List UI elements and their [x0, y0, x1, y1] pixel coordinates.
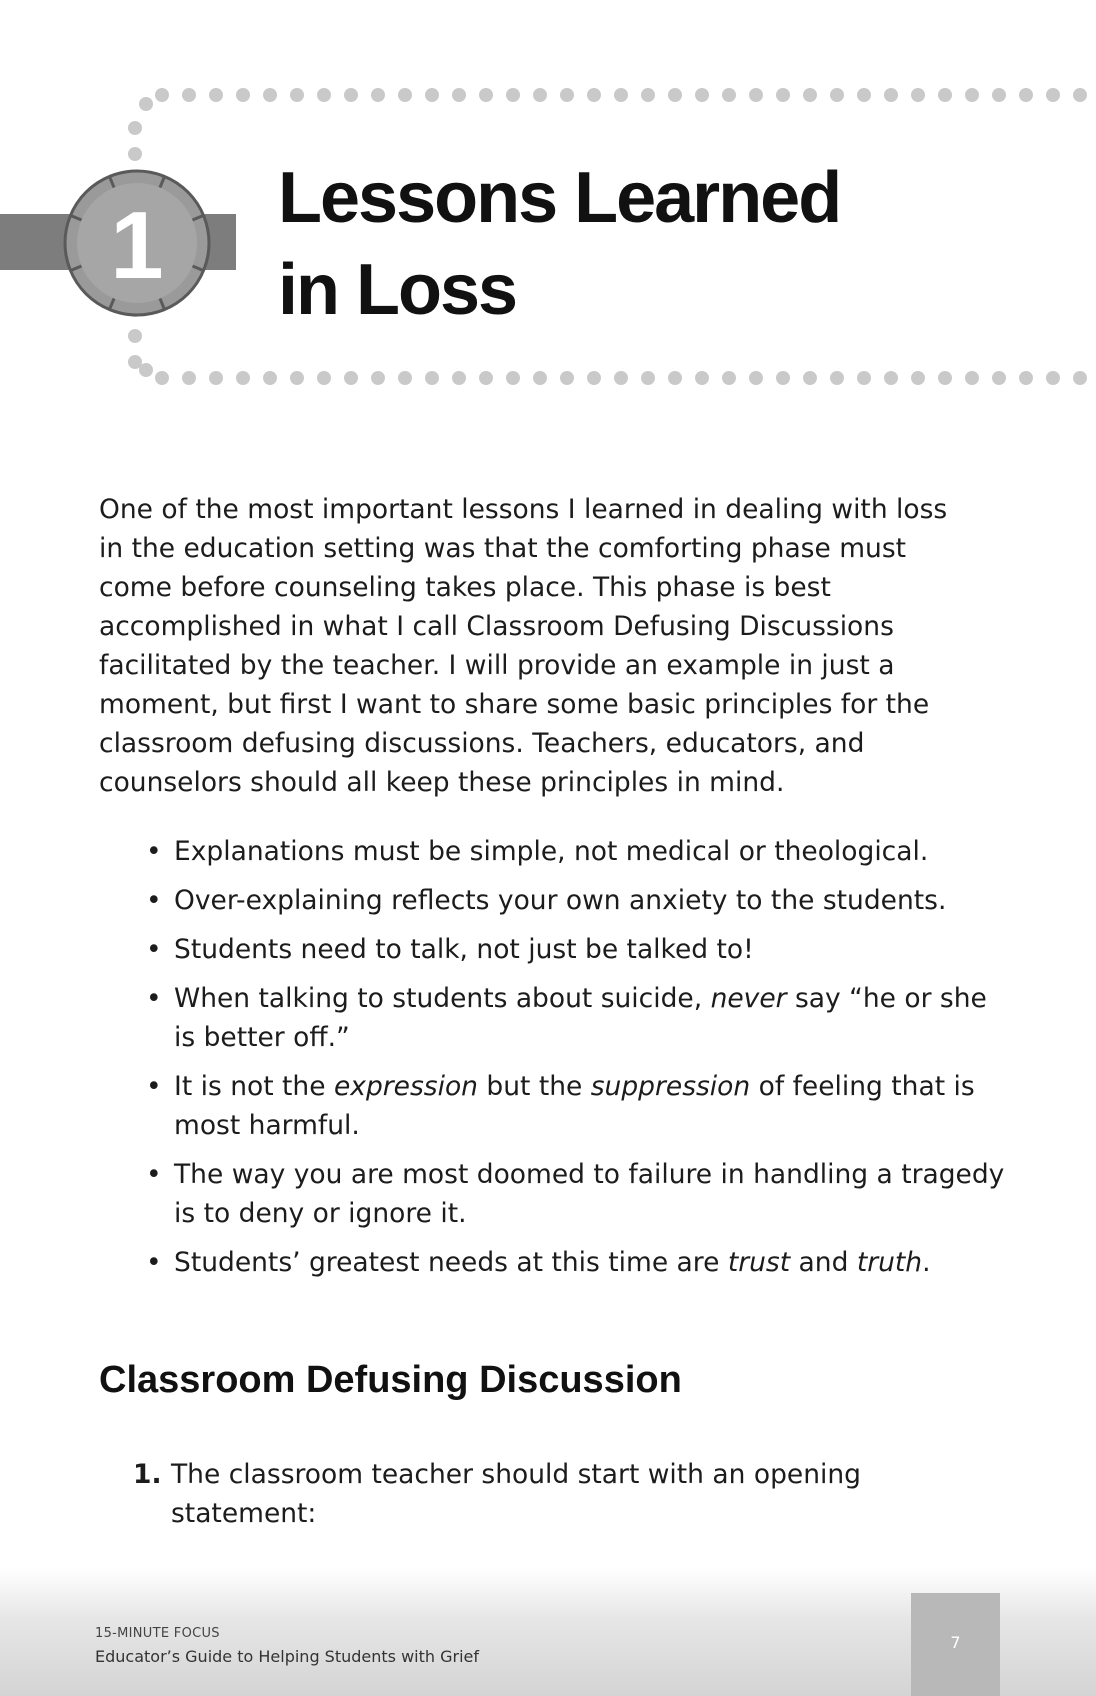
list-item-text: It is not the expression but the suppression of feeling that is most harmful.: [174, 1071, 975, 1141]
list-item-text: Students need to talk, not just be talked to!: [174, 934, 754, 965]
list-item-text: Explanations must be simple, not medical or theological.: [174, 836, 929, 867]
list-item-text: The way you are most doomed to failure in handling a tragedy is to deny or ignore it.: [174, 1159, 1005, 1229]
step-number: 1.: [133, 1459, 162, 1490]
bullet-marker: •: [146, 1247, 162, 1278]
bullet-marker: •: [146, 983, 162, 1014]
list-item: [146, 1155, 1016, 1233]
emphasis: truth: [856, 1247, 923, 1278]
list-item: [146, 1067, 1016, 1145]
intro-paragraph: One of the most important lessons I learned in dealing with loss in the education setting was that the comforting phase must come before counseling takes place. This phase is best accomplished in what I call Classroom Defusing Discussions facilitated by the teacher. I will provide an example in just a moment, but first I want to share some basic principles for the classroom defusing discussions. Teachers, educators, and counselors should all keep these principles in mind.: [99, 494, 948, 798]
emphasis: never: [710, 983, 787, 1014]
chapter-number: 1: [110, 192, 164, 299]
list-item-text: When talking to students about suicide, never say “he or she is better off.”: [174, 983, 987, 1053]
chapter-title-line-2: in Loss: [278, 250, 517, 330]
list-item: [146, 930, 1016, 969]
chapter-badge: [65, 171, 209, 315]
emphasis: trust: [727, 1247, 791, 1278]
section-heading: Classroom Defusing Discussion: [99, 1359, 682, 1401]
bullet-marker: •: [146, 1071, 162, 1102]
chapter-title-line-1: Lessons Learned: [278, 158, 841, 238]
chapter-title: [278, 152, 840, 336]
list-item: [146, 881, 1016, 920]
bullet-marker: •: [146, 885, 162, 916]
emphasis: expression: [333, 1071, 478, 1102]
page-number-tab: [911, 1593, 1000, 1696]
list-item: [133, 1455, 933, 1533]
list-item-text: Students’ greatest needs at this time are trust and truth.: [174, 1247, 931, 1278]
list-item-text: Over-explaining reflects your own anxiety to the students.: [174, 885, 947, 916]
steps-list: [133, 1455, 933, 1533]
footer-series: 15-MINUTE FOCUS: [95, 1626, 220, 1641]
step-text: The classroom teacher should start with an opening statement:: [171, 1459, 861, 1529]
list-item: [146, 1243, 1016, 1282]
page-number: 7: [950, 1633, 961, 1652]
list-item: [146, 979, 1016, 1057]
bullet-marker: •: [146, 934, 162, 965]
bullet-marker: •: [146, 836, 162, 867]
emphasis: suppression: [590, 1071, 751, 1102]
list-item: [146, 832, 1016, 871]
bullet-marker: •: [146, 1159, 162, 1190]
footer-book-title: Educator’s Guide to Helping Students with Grief: [95, 1647, 480, 1666]
principles-list: [146, 832, 1016, 1292]
